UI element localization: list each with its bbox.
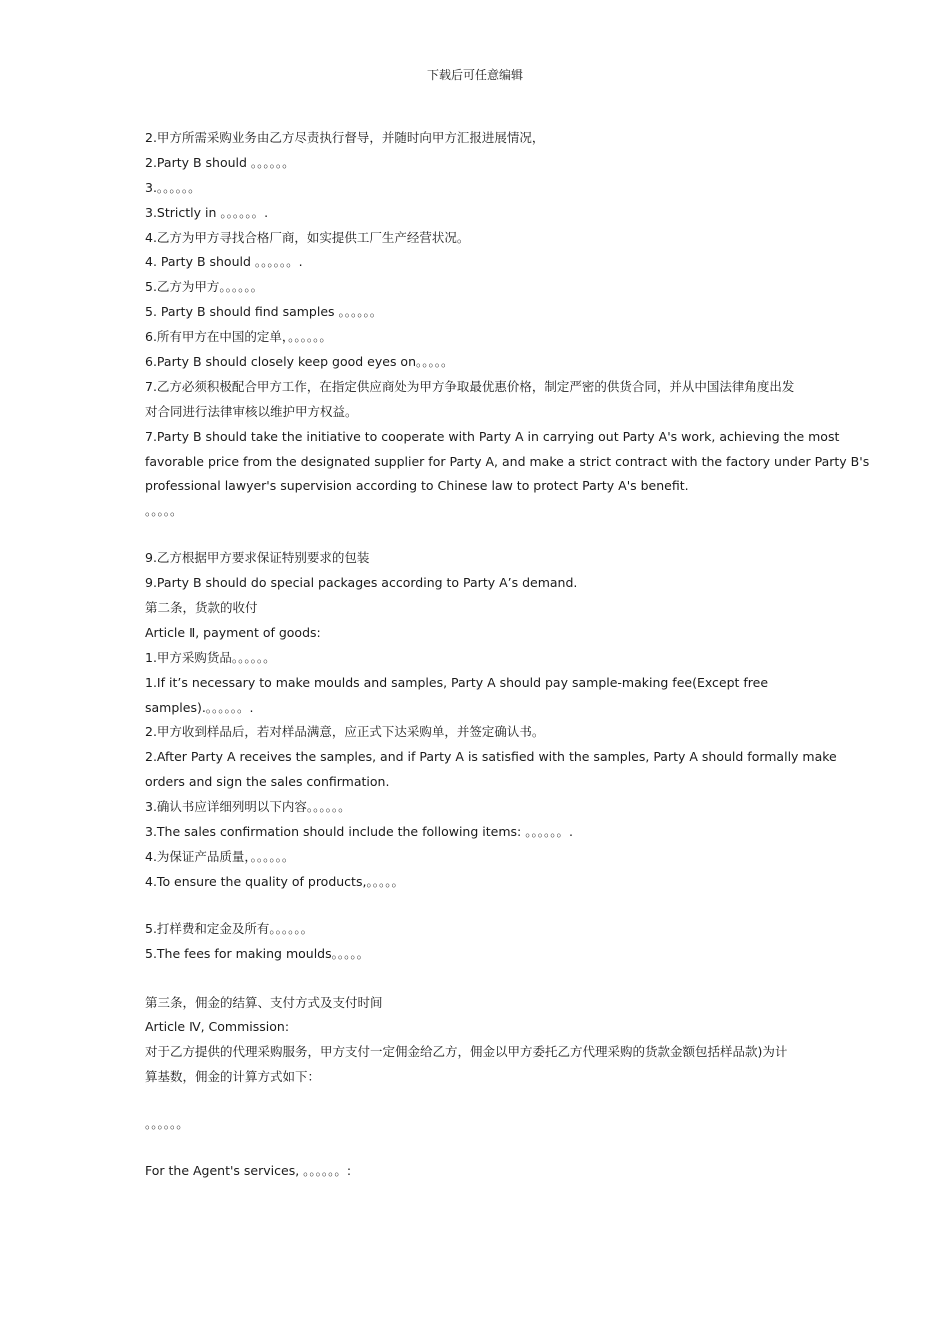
section-gap — [145, 1137, 815, 1159]
paragraph-line: 4.为保证产品质量，。。。。。。 — [145, 848, 295, 864]
paragraph-line: 7.Party B should take the initiative to cooperate with Party A in carrying out Party A's work, achieving the most — [145, 428, 840, 444]
paragraph-line: favorable price from the designated supplier for Party A, and make a strict contract with the factory under Party B's — [145, 453, 870, 469]
paragraph-line: 2.甲方所需采购业务由乙方尽责执行督导，并随时向甲方汇报进展情况， — [145, 130, 545, 145]
paragraph-line: 6.Party B should closely keep good eyes on。。。。。 — [145, 354, 454, 370]
section-heading: 第二条，货款的收付 — [145, 600, 258, 616]
paragraph-line: 2.甲方收到样品后，若对样品满意，应正式下达采购单，并签定确认书。 — [145, 724, 545, 740]
section-heading: 第三条，佣金的结算、支付方式及支付时间 — [145, 994, 383, 1010]
section-gap — [145, 524, 815, 546]
paragraph-line: 对合同进行法律审核以维护甲方权益。 — [145, 403, 358, 419]
paragraph-line: samples).。。。。。。. — [145, 699, 254, 715]
paragraph-line: 。。。。。。 — [145, 1116, 189, 1132]
paragraph-line: 2.Party B should 。。。。。。 — [145, 154, 295, 170]
paragraph-line: 6.所有甲方在中国的定单，。。。。。。 — [145, 329, 332, 345]
paragraph-line: 3.Strictly in 。。。。。。. — [145, 204, 269, 220]
paragraph-line: 对于乙方提供的代理采购服务，甲方支付一定佣金给乙方，佣金以甲方委托乙方代理采购的货款金额包括样品款)为计 — [145, 1044, 788, 1060]
paragraph-line: 4.To ensure the quality of products,。。。。。 — [145, 873, 404, 889]
section-heading: Article Ⅳ, Commission: — [145, 1019, 290, 1035]
paragraph-line: 3.确认书应详细列明以下内容。。。。。。 — [145, 799, 351, 815]
paragraph-line: 4. Party B should 。。。。。。. — [145, 254, 303, 270]
paragraph-line: 4.乙方为甲方寻找合格厂商，如实提供工厂生产经营状况。 — [145, 229, 470, 245]
paragraph-line: 5.The fees for making moulds。。。。。 — [145, 945, 370, 961]
paragraph-line: 3.。。。。。。 — [145, 179, 201, 195]
paragraph-line: 1.If it’s necessary to make moulds and samples, Party A should pay sample-making fee(Except free — [145, 674, 769, 690]
paragraph-line: 5. Party B should find samples 。。。。。。 — [145, 304, 383, 320]
paragraph-line: orders and sign the sales confirmation. — [145, 774, 390, 790]
document-body — [145, 126, 870, 1184]
paragraph-line: 7.乙方必须积极配合甲方工作，在指定供应商处为甲方争取最优惠价格，制定严密的供货合同，并从中国法律角度出发 — [145, 378, 795, 394]
section-gap — [145, 895, 815, 917]
paragraph-line: 2.After Party A receives the samples, and if Party A is satisfied with the samples, Party A should formally make — [145, 749, 837, 765]
paragraph-line: 1.甲方采购货品。。。。。。 — [145, 649, 276, 665]
paragraph-line: 5.乙方为甲方。。。。。。 — [145, 279, 264, 295]
paragraph-line: For the Agent's services, 。。。。。。: — [145, 1162, 352, 1178]
section-gap — [145, 967, 815, 991]
paragraph-line: 3.The sales confirmation should include the following items: 。。。。。。. — [145, 824, 573, 840]
page-header: 下载后可任意编辑 — [426, 68, 523, 82]
section-heading: Article Ⅱ, payment of goods: — [145, 624, 321, 640]
paragraph-line: 9.Party B should do special packages according to Party A’s demand. — [145, 575, 578, 591]
paragraph-line: 5.打样费和定金及所有。。。。。。 — [145, 920, 314, 936]
paragraph-line: 。。。。。 — [145, 503, 183, 519]
paragraph-line: 9.乙方根据甲方要求保证特别要求的包装 — [145, 550, 370, 566]
paragraph-line: 算基数，佣金的计算方式如下： — [145, 1069, 321, 1085]
section-gap — [145, 1090, 815, 1112]
paragraph-line: professional lawyer's supervision according to Chinese law to protect Party A's benefit. — [145, 478, 689, 494]
